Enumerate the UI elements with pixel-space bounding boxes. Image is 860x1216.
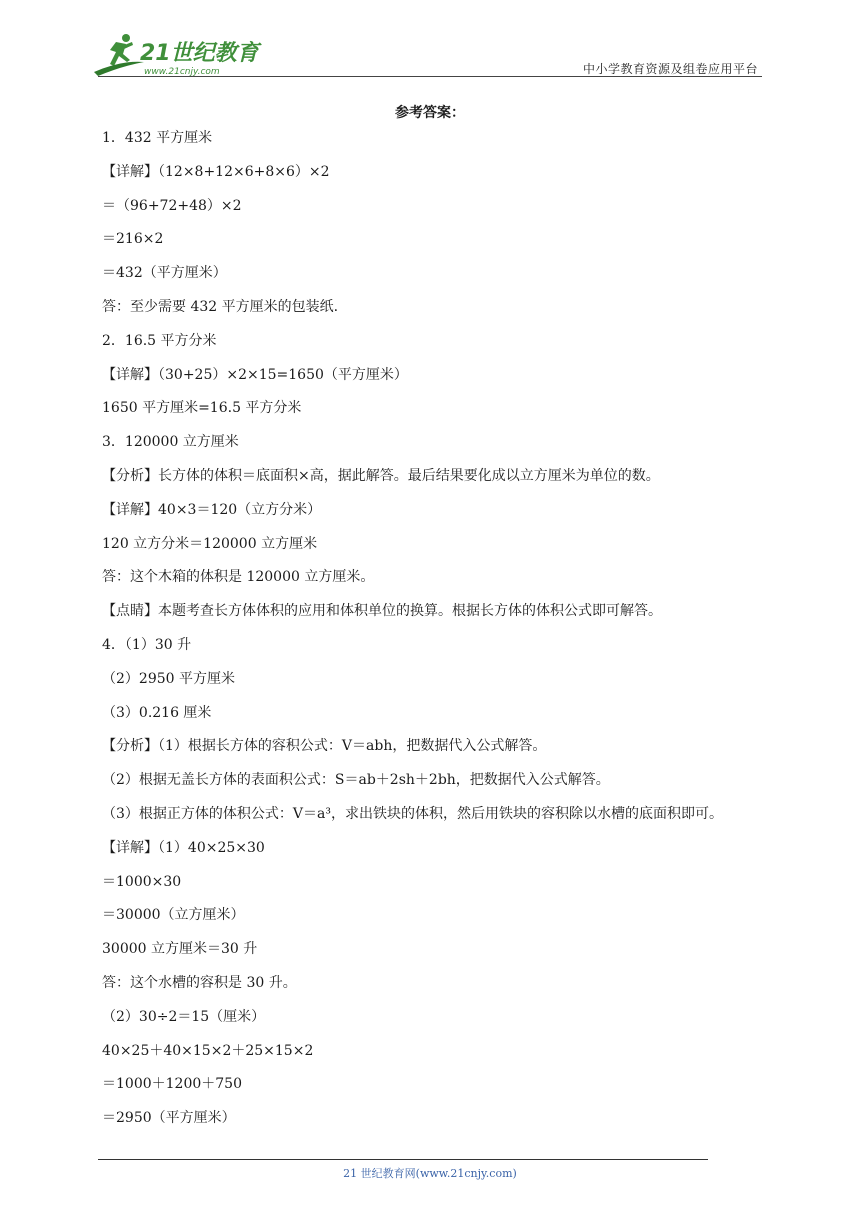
answer-line: （3）根据正方体的体积公式：V＝a³，求出铁块的体积，然后用铁块的容积除以水槽的底面积即可。 — [102, 805, 723, 822]
answer-line: ＝（96+72+48）×2 — [102, 197, 242, 214]
answer-line: 【分析】（1）根据长方体的容积公式：V＝abh，把数据代入公式解答。 — [102, 738, 547, 755]
answer-line: 30000 立方厘米＝30 升 — [102, 941, 258, 958]
answer-line: ＝30000（立方厘米） — [102, 907, 245, 924]
answer-line: 40×25＋40×15×2＋25×15×2 — [102, 1042, 314, 1059]
header-divider — [98, 76, 762, 77]
answer-line: 答：至少需要 432 平方厘米的包装纸. — [102, 298, 339, 315]
header-platform-text: 中小学教育资源及组卷应用平台 — [582, 62, 758, 76]
page-header — [0, 0, 860, 80]
answer-line: 1650 平方厘米=16.5 平方分米 — [102, 400, 302, 417]
answer-line: 【点睛】本题考查长方体体积的应用和体积单位的换算。根据长方体的体积公式即可解答。 — [102, 603, 662, 620]
answer-line: （2）30÷2＝15（厘米） — [102, 1008, 266, 1025]
answer-line: 120 立方分米＝120000 立方厘米 — [102, 535, 318, 552]
runner-icon — [94, 34, 144, 76]
answer-title: 参考答案： — [395, 105, 465, 121]
answer-line: 答：这个水槽的容积是 30 升。 — [102, 974, 297, 991]
answer-line: ＝1000×30 — [102, 873, 182, 890]
answer-line: ＝432（平方厘米） — [102, 265, 227, 282]
logo-url: www.21cnjy.com — [144, 67, 220, 77]
answer-line: 【详解】40×3＝120（立方分米） — [102, 501, 322, 518]
answer-line: 4．（1）30 升 — [102, 636, 192, 653]
answer-content — [102, 128, 782, 1142]
answer-line: 3．120000 立方厘米 — [102, 434, 239, 451]
answer-line: （2）根据无盖长方体的表面积公式：S＝ab＋2sh＋2bh，把数据代入公式解答。 — [102, 772, 610, 789]
answer-line: 【详解】（12×8+12×6+8×6）×2 — [102, 163, 330, 180]
site-logo — [92, 32, 262, 78]
answer-line: （3）0.216 厘米 — [102, 704, 212, 721]
answer-line: ＝216×2 — [102, 231, 164, 248]
answer-line: 【分析】长方体的体积＝底面积×高，据此解答。最后结果要化成以立方厘米为单位的数。 — [102, 467, 660, 484]
answer-line: 【详解】（30+25）×2×15=1650（平方厘米） — [102, 366, 408, 383]
footer-link[interactable]: 21 世纪教育网(www.21cnjy.com) — [343, 1167, 517, 1180]
answer-line: 答：这个木箱的体积是 120000 立方厘米。 — [102, 569, 375, 586]
logo-text: 21世纪教育 — [140, 41, 259, 66]
answer-line: 1．432 平方厘米 — [102, 130, 213, 146]
answer-line: ＝1000＋1200＋750 — [102, 1076, 242, 1093]
answer-line: ＝2950（平方厘米） — [102, 1110, 236, 1127]
answer-line: （2）2950 平方厘米 — [102, 670, 235, 687]
footer-divider — [98, 1159, 708, 1160]
answer-line: 2．16.5 平方分米 — [102, 332, 217, 349]
answer-line: 【详解】（1）40×25×30 — [102, 839, 265, 856]
